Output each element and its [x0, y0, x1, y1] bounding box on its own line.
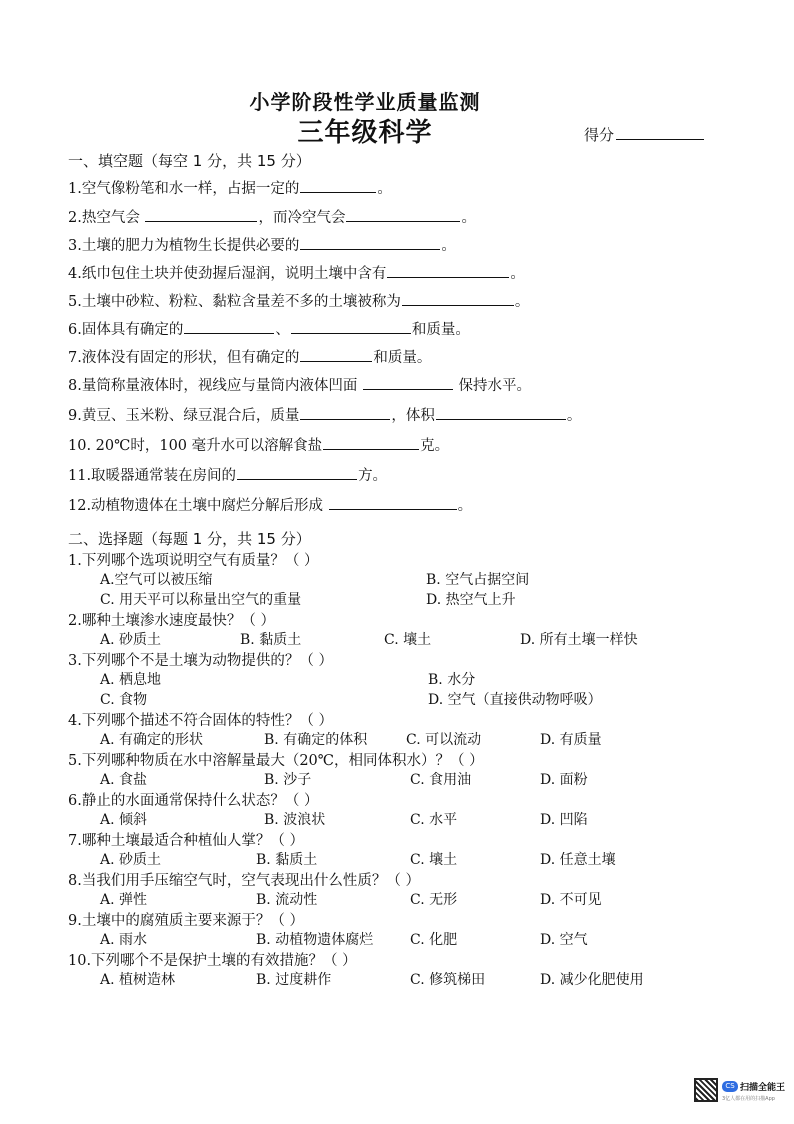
choice-question-1: 1.下列哪个选项说明空气有质量？（ ） [68, 553, 319, 569]
answer-blank [402, 291, 514, 306]
answer-blank [387, 263, 509, 278]
answer-blank [237, 465, 357, 480]
choice-option: D. 减少化肥使用 [540, 972, 644, 988]
question-text: 9.黄豆、玉米粉、绿豆混合后，质量 [68, 408, 300, 424]
question-text: 。 [377, 181, 392, 197]
choice-option: C. 壤土 [410, 852, 458, 868]
choice-option: C. 壤土 [384, 632, 432, 648]
question-text: 11.取暖器通常装在房间的 [68, 468, 237, 484]
question-text: 保持水平。 [453, 378, 532, 394]
choice-option: C. 可以流动 [406, 732, 482, 748]
question-text: 。 [566, 408, 582, 424]
question-text: 。 [457, 498, 473, 514]
scanner-brand: 扫描全能王 [740, 1083, 786, 1093]
score-field [584, 124, 704, 145]
fill-question-8 [68, 374, 531, 395]
question-text: 。 [514, 294, 530, 310]
choice-option: A. 食盐 [100, 772, 148, 788]
fill-question-2 [68, 206, 476, 227]
choice-option: B. 黏质土 [240, 632, 302, 648]
question-text: 7.液体没有固定的形状，但有确定的 [68, 350, 300, 366]
choice-option: A. 栖息地 [100, 672, 162, 688]
choice-option: D. 任意土壤 [540, 852, 616, 868]
fill-question-10 [68, 434, 449, 455]
choice-option: B. 空气占据空间 [426, 572, 530, 588]
choice-option: A.空气可以被压缩 [100, 572, 213, 588]
choice-option: D. 空气 [540, 932, 588, 948]
choice-question-3: 3.下列哪个不是土壤为动物提供的？（ ） [68, 653, 333, 669]
choice-option: B. 水分 [428, 672, 476, 688]
question-text: 12.动植物遗体在土壤中腐烂分解后形成 [68, 498, 328, 514]
question-text: 4.纸巾包住土块并使劲握后湿润，说明土壤中含有 [68, 266, 387, 282]
choice-option: A. 弹性 [100, 892, 148, 908]
choice-option: C. 食用油 [410, 772, 472, 788]
choice-question-4: 4.下列哪个描述不符合固体的特性？（ ） [68, 713, 333, 729]
answer-blank [323, 435, 419, 450]
choice-option: A. 雨水 [100, 932, 148, 948]
question-text: 3.土壤的肥力为植物生长提供必要的 [68, 238, 300, 254]
choice-option: D. 所有土壤一样快 [520, 632, 638, 648]
choice-option: B. 沙子 [264, 772, 312, 788]
choice-option: B. 动植物遗体腐烂 [256, 932, 374, 948]
choice-option: D. 热空气上升 [426, 592, 516, 608]
subject-title: 三年级科学 [297, 118, 433, 148]
choice-option: C. 修筑梯田 [410, 972, 486, 988]
question-text: 克。 [420, 438, 450, 454]
choice-option: A. 砂质土 [100, 632, 162, 648]
question-text: 。 [461, 210, 476, 226]
answer-blank [300, 235, 440, 250]
answer-blank [291, 319, 411, 334]
fill-question-6 [68, 318, 470, 339]
choice-option: D. 不可见 [540, 892, 602, 908]
choice-option: D. 有质量 [540, 732, 602, 748]
choice-question-10: 10.下列哪个不是保护土壤的有效措施？（ ） [68, 953, 357, 969]
choice-option: B. 波浪状 [264, 812, 326, 828]
scanner-logo-icon: CS [722, 1081, 738, 1092]
question-text: ，而冷空气会 [258, 210, 346, 226]
choice-question-7: 7.哪种土壤最适合种植仙人掌？（ ） [68, 833, 304, 849]
choice-option: B. 流动性 [256, 892, 318, 908]
choice-question-9: 9.土壤中的腐殖质主要来源于？（ ） [68, 913, 304, 929]
fill-question-3 [68, 234, 456, 255]
choice-option: B. 有确定的体积 [264, 732, 368, 748]
score-label: 得分 [584, 126, 615, 144]
score-blank [616, 125, 704, 140]
choice-question-2: 2.哪种土壤渗水速度最快？（ ） [68, 613, 275, 629]
fill-question-12 [68, 494, 472, 515]
choice-option: A. 倾斜 [100, 812, 148, 828]
answer-blank [300, 405, 390, 420]
section-fill-in-title: 一、填空题（每空 1 分，共 15 分） [68, 152, 311, 170]
choice-option: D. 凹陷 [540, 812, 588, 828]
exam-title: 小学阶段性学业质量监测 [249, 90, 481, 114]
fill-question-11 [68, 464, 387, 485]
question-text: 5.土壤中砂粒、粉粒、黏粒含量差不多的土壤被称为 [68, 294, 401, 310]
fill-question-1 [68, 177, 392, 198]
choice-option: A. 砂质土 [100, 852, 162, 868]
answer-blank [145, 207, 257, 222]
answer-blank [436, 405, 566, 420]
question-text: 。 [441, 238, 456, 254]
question-text: ，体积 [391, 408, 435, 424]
choice-option: A. 有确定的形状 [100, 732, 204, 748]
choice-option: D. 面粉 [540, 772, 588, 788]
question-text: 。 [510, 266, 525, 282]
choice-option: B. 过度耕作 [256, 972, 332, 988]
answer-blank [346, 207, 460, 222]
question-text: 和质量。 [411, 322, 470, 338]
answer-blank [363, 375, 453, 390]
scanner-tagline: 3亿人都在用的扫描App [722, 1096, 775, 1102]
fill-question-7 [68, 346, 431, 367]
question-text: 6.固体具有确定的 [68, 322, 184, 338]
choice-question-6: 6.静止的水面通常保持什么状态？（ ） [68, 793, 319, 809]
choice-option: C. 化肥 [410, 932, 458, 948]
answer-blank [329, 495, 457, 510]
qr-code-icon [694, 1078, 718, 1102]
choice-option: C. 水平 [410, 812, 458, 828]
choice-option: C. 无形 [410, 892, 458, 908]
choice-option: A. 植树造林 [100, 972, 176, 988]
choice-option: B. 黏质土 [256, 852, 318, 868]
choice-question-8: 8.当我们用手压缩空气时，空气表现出什么性质？（ ） [68, 873, 420, 889]
question-text: 和质量。 [373, 350, 432, 366]
question-text: 方。 [358, 468, 388, 484]
choice-option: C. 食物 [100, 692, 148, 708]
fill-question-5 [68, 290, 529, 311]
fill-question-4 [68, 262, 525, 283]
answer-blank [184, 319, 274, 334]
section-choice-title: 二、选择题（每题 1 分，共 15 分） [68, 530, 311, 548]
question-text: 8.量筒称量液体时，视线应与量筒内液体凹面 [68, 378, 362, 394]
question-text: 10. 20℃时，100 毫升水可以溶解食盐 [68, 438, 323, 454]
answer-blank [300, 178, 376, 193]
choice-option: C. 用天平可以称量出空气的重量 [100, 592, 302, 608]
question-text: 2.热空气会 [68, 210, 145, 226]
question-text: 、 [275, 322, 290, 338]
fill-question-9 [68, 404, 581, 425]
choice-option: D. 空气（直接供动物呼吸） [428, 692, 602, 708]
choice-question-5: 5.下列哪种物质在水中溶解量最大（20℃，相同体积水）？（ ） [68, 753, 484, 769]
question-text: 1.空气像粉笔和水一样，占据一定的 [68, 181, 300, 197]
answer-blank [300, 347, 372, 362]
